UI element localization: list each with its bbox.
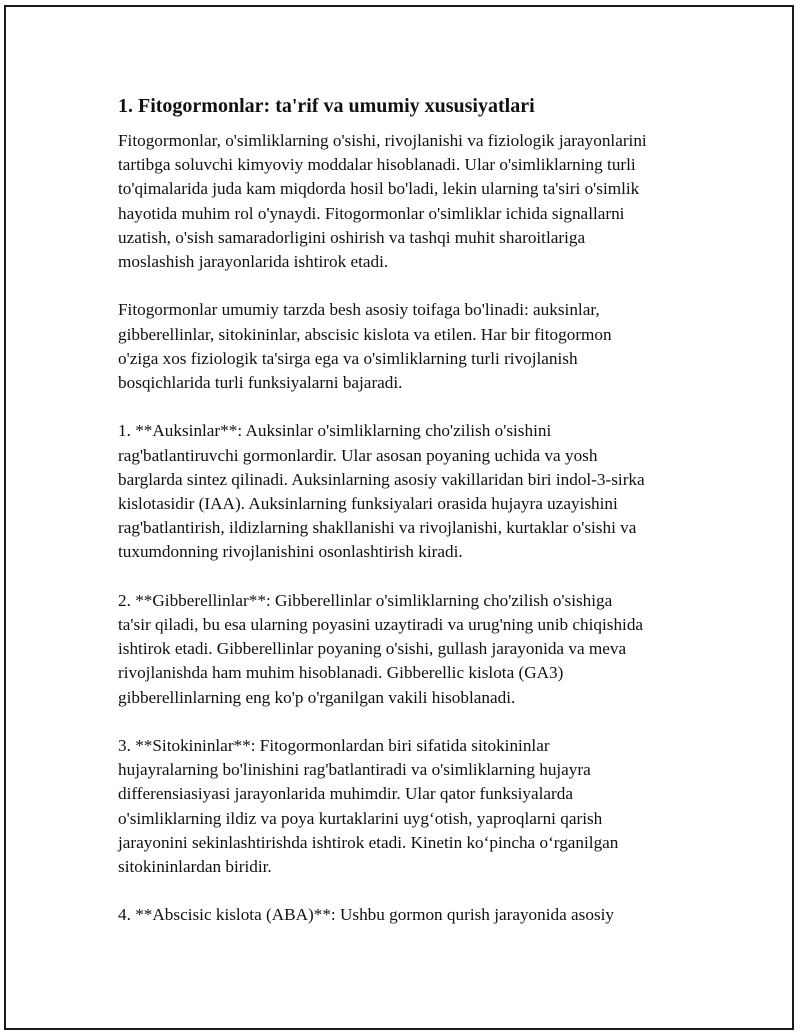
paragraph-line: hayotida muhim rol o'ynaydi. Fitogormonlar o'simliklar ichida signallarni <box>118 203 625 223</box>
paragraph-line: 1. **Auksinlar**: Auksinlar o'simliklarning cho'zilish o'sishini <box>118 421 552 441</box>
paragraph-line: rivojlanishda ham muhim hisoblanadi. Gibberellic kislota (GA3) <box>118 663 564 683</box>
paragraph-line: 3. **Sitokininlar**: Fitogormonlardan biri sifatida sitokininlar <box>118 736 550 756</box>
paragraph-line: gibberellinlar, sitokininlar, abscisic kislota va etilen. Har bir fitogormon <box>118 324 612 344</box>
paragraph-line: Fitogormonlar, o'simliklarning o'sishi, rivojlanishi va fiziologik jarayonlarini <box>118 131 647 150</box>
paragraph-list <box>118 129 698 928</box>
paragraph-line: o'ziga xos fiziologik ta'sirga ega va o'simliklarning turli rivojlanish <box>118 348 578 368</box>
paragraph-line: differensiasiyasi jarayonlarida muhimdir. Ular qator funksiyalarda <box>118 784 574 804</box>
paragraph-line: 2. **Gibberellinlar**: Gibberellinlar o'simliklarning cho'zilish o'sishiga <box>118 590 613 610</box>
paragraph-line: moslashish jarayonlarida ishtirok etadi. <box>118 252 389 272</box>
paragraph-line: hujayralarning bo'linishini rag'batlantiradi va o'simliklarning hujayra <box>118 760 591 780</box>
paragraph-line: rag'batlantiruvchi gormonlardir. Ular asosan poyaning uchida va yosh <box>118 445 598 465</box>
paragraph-line: rag'batlantirish, ildizlarning shakllanishi va rivojlanishi, kurtaklar o'sishi va <box>118 518 637 538</box>
paragraph <box>118 589 698 710</box>
paragraph-line: kislotasidir (IAA). Auksinlarning funksiyalari orasida hujayra uzayishini <box>118 494 618 514</box>
paragraph-line: barglarda sintez qilinadi. Auksinlarning asosiy vakillaridan biri indol-3-sirka <box>118 469 645 489</box>
paragraph-line: 4. **Abscisic kislota (ABA)**: Ushbu gormon qurish jarayonida asosiy <box>118 905 614 925</box>
paragraph-line: tartibga soluvchi kimyoviy moddalar hisoblanadi. Ular o'simliklarning turli <box>118 155 636 175</box>
paragraph-line: gibberellinlarning eng ko'p o'rganilgan vakili hisoblanadi. <box>118 687 516 707</box>
document-body <box>118 94 698 952</box>
paragraph-line: ishtirok etadi. Gibberellinlar poyaning o'sishi, gullash jarayonida va meva <box>118 639 627 659</box>
paragraph <box>118 298 698 395</box>
paragraph-line: ta'sir qiladi, bu esa ularning poyasini uzaytiradi va urug'ning unib chiqishida <box>118 615 644 635</box>
paragraph-line: o'simliklarning ildiz va poya kurtaklarini uyg‘otish, yaproqlarni qarish <box>118 808 603 828</box>
paragraph <box>118 129 698 274</box>
paragraph <box>118 903 698 927</box>
section-heading: 1. Fitogormonlar: ta'rif va umumiy xususiyatlari <box>118 95 535 117</box>
paragraph-line: jarayonini sekinlashtirishda ishtirok etadi. Kinetin ko‘pincha o‘rganilgan <box>118 832 619 852</box>
paragraph <box>118 419 698 564</box>
paragraph-line: to'qimalarida juda kam miqdorda hosil bo'ladi, lekin ularning ta'siri o'simlik <box>118 179 640 199</box>
paragraph-line: Fitogormonlar umumiy tarzda besh asosiy toifaga bo'linadi: auksinlar, <box>118 300 600 320</box>
paragraph-line: bosqichlarida turli funksiyalarni bajaradi. <box>118 373 403 393</box>
paragraph <box>118 734 698 879</box>
paragraph-line: sitokininlardan biridir. <box>118 857 272 877</box>
paragraph-line: tuxumdonning rivojlanishini osonlashtirish kiradi. <box>118 542 463 562</box>
paragraph-line: uzatish, o'sish samaradorligini oshirish va tashqi muhit sharoitlariga <box>118 227 586 247</box>
